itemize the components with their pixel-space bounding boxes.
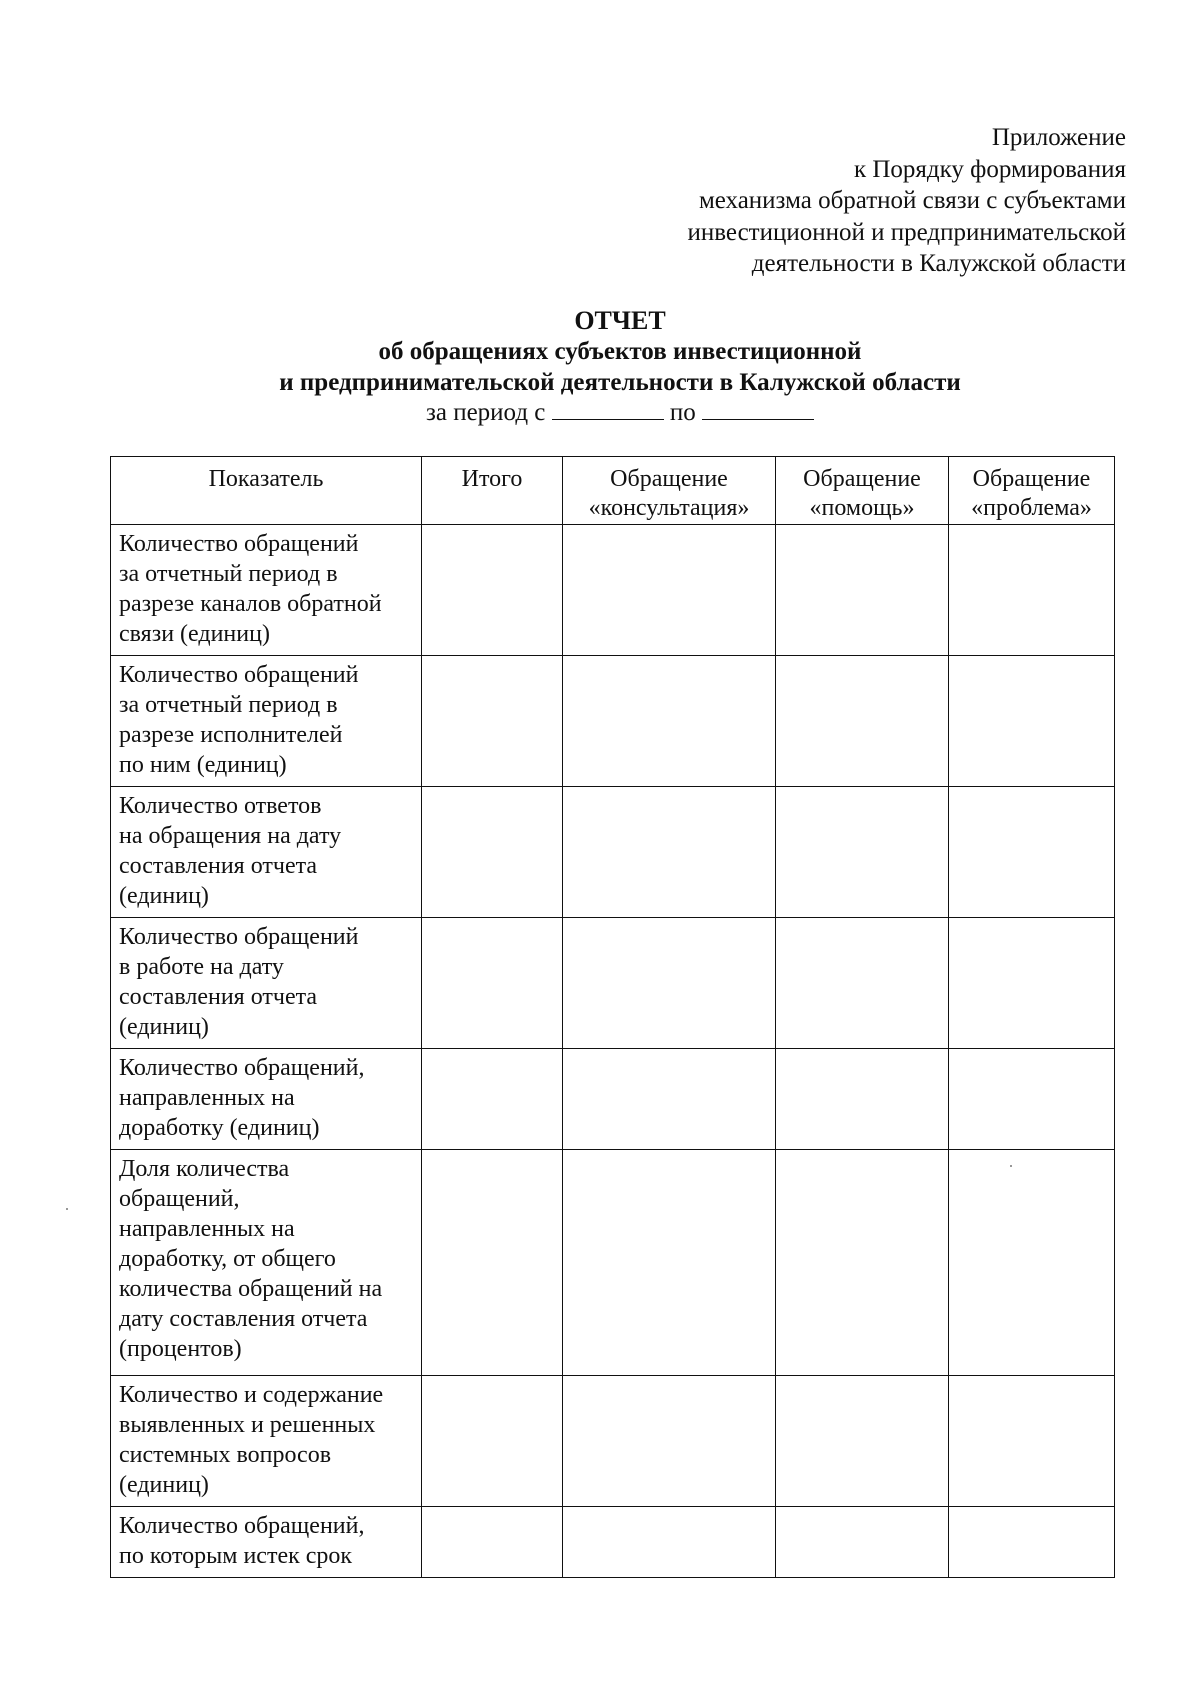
table-row bbox=[111, 1049, 1115, 1150]
indicator-cell: Доля количества обращений, направленных на доработку, от общего количества обращений на дату составления отчета (процентов) bbox=[111, 1150, 422, 1376]
value-cell-total[interactable] bbox=[422, 1507, 563, 1578]
period-start-blank bbox=[552, 399, 664, 420]
table-row bbox=[111, 1507, 1115, 1578]
value-cell-help[interactable] bbox=[776, 787, 949, 918]
header-total: Итого bbox=[422, 457, 563, 525]
table-row bbox=[111, 656, 1115, 787]
report-period bbox=[0, 398, 1200, 428]
value-cell-consultation[interactable] bbox=[563, 1150, 776, 1376]
period-prefix: за период с bbox=[425, 399, 546, 426]
value-cell-problem[interactable] bbox=[949, 1049, 1115, 1150]
value-cell-total[interactable] bbox=[422, 1049, 563, 1150]
appendix-line: к Порядку формирования bbox=[853, 155, 1126, 183]
table-row bbox=[111, 525, 1115, 656]
table-header-row bbox=[111, 457, 1115, 525]
value-cell-problem[interactable] bbox=[949, 1150, 1115, 1376]
value-cell-problem[interactable] bbox=[949, 1507, 1115, 1578]
value-cell-total[interactable] bbox=[422, 525, 563, 656]
table-row bbox=[111, 918, 1115, 1049]
value-cell-problem[interactable] bbox=[949, 525, 1115, 656]
value-cell-problem[interactable] bbox=[949, 787, 1115, 918]
header-problem: Обращение «проблема» bbox=[949, 457, 1115, 525]
table-row bbox=[111, 1376, 1115, 1507]
indicator-cell: Количество обращений за отчетный период в разрезе исполнителей по ним (единиц) bbox=[111, 656, 422, 787]
value-cell-total[interactable] bbox=[422, 656, 563, 787]
value-cell-total[interactable] bbox=[422, 918, 563, 1049]
value-cell-total[interactable] bbox=[422, 787, 563, 918]
value-cell-total[interactable] bbox=[422, 1376, 563, 1507]
indicator-cell: Количество обращений, по которым истек срок bbox=[111, 1507, 422, 1578]
value-cell-total[interactable] bbox=[422, 1150, 563, 1376]
appendix-line: Приложение bbox=[991, 124, 1126, 151]
report-subtitle-line2: и предпринимательской деятельности в Калужской области bbox=[279, 369, 961, 396]
report-title-block bbox=[0, 305, 1200, 428]
value-cell-consultation[interactable] bbox=[563, 525, 776, 656]
indicator-cell: Количество обращений в работе на дату составления отчета (единиц) bbox=[111, 918, 422, 1049]
appendix-line: механизма обратной связи с субъектами bbox=[698, 187, 1126, 214]
value-cell-consultation[interactable] bbox=[563, 656, 776, 787]
indicator-cell: Количество ответов на обращения на дату составления отчета (единиц) bbox=[111, 787, 422, 918]
value-cell-help[interactable] bbox=[776, 1150, 949, 1376]
value-cell-help[interactable] bbox=[776, 918, 949, 1049]
value-cell-help[interactable] bbox=[776, 525, 949, 656]
table-row bbox=[111, 787, 1115, 918]
period-middle: по bbox=[669, 399, 696, 426]
value-cell-problem[interactable] bbox=[949, 1376, 1115, 1507]
appendix-line: инвестиционной и предпринимательской bbox=[687, 218, 1126, 246]
value-cell-problem[interactable] bbox=[949, 656, 1115, 787]
report-subtitle-line1: об обращениях субъектов инвестиционной bbox=[378, 338, 862, 365]
value-cell-help[interactable] bbox=[776, 1376, 949, 1507]
value-cell-help[interactable] bbox=[776, 1507, 949, 1578]
appendix-block bbox=[687, 122, 1126, 280]
value-cell-problem[interactable] bbox=[949, 918, 1115, 1049]
header-help: Обращение «помощь» bbox=[776, 457, 949, 525]
scan-speck bbox=[1010, 1165, 1012, 1167]
value-cell-consultation[interactable] bbox=[563, 918, 776, 1049]
report-table bbox=[110, 456, 1115, 1578]
value-cell-consultation[interactable] bbox=[563, 787, 776, 918]
table-row bbox=[111, 1150, 1115, 1376]
value-cell-help[interactable] bbox=[776, 656, 949, 787]
period-end-blank bbox=[702, 399, 814, 420]
value-cell-help[interactable] bbox=[776, 1049, 949, 1150]
indicator-cell: Количество и содержание выявленных и решенных системных вопросов (единиц) bbox=[111, 1376, 422, 1507]
scan-speck bbox=[66, 1208, 68, 1210]
value-cell-consultation[interactable] bbox=[563, 1049, 776, 1150]
value-cell-consultation[interactable] bbox=[563, 1376, 776, 1507]
indicator-cell: Количество обращений, направленных на доработку (единиц) bbox=[111, 1049, 422, 1150]
header-consultation: Обращение «консультация» bbox=[563, 457, 776, 525]
value-cell-consultation[interactable] bbox=[563, 1507, 776, 1578]
report-title: ОТЧЕТ bbox=[574, 306, 666, 335]
appendix-line: деятельности в Калужской области bbox=[751, 250, 1126, 277]
indicator-cell: Количество обращений за отчетный период в разрезе каналов обратной связи (единиц) bbox=[111, 525, 422, 656]
header-indicator: Показатель bbox=[111, 457, 422, 525]
